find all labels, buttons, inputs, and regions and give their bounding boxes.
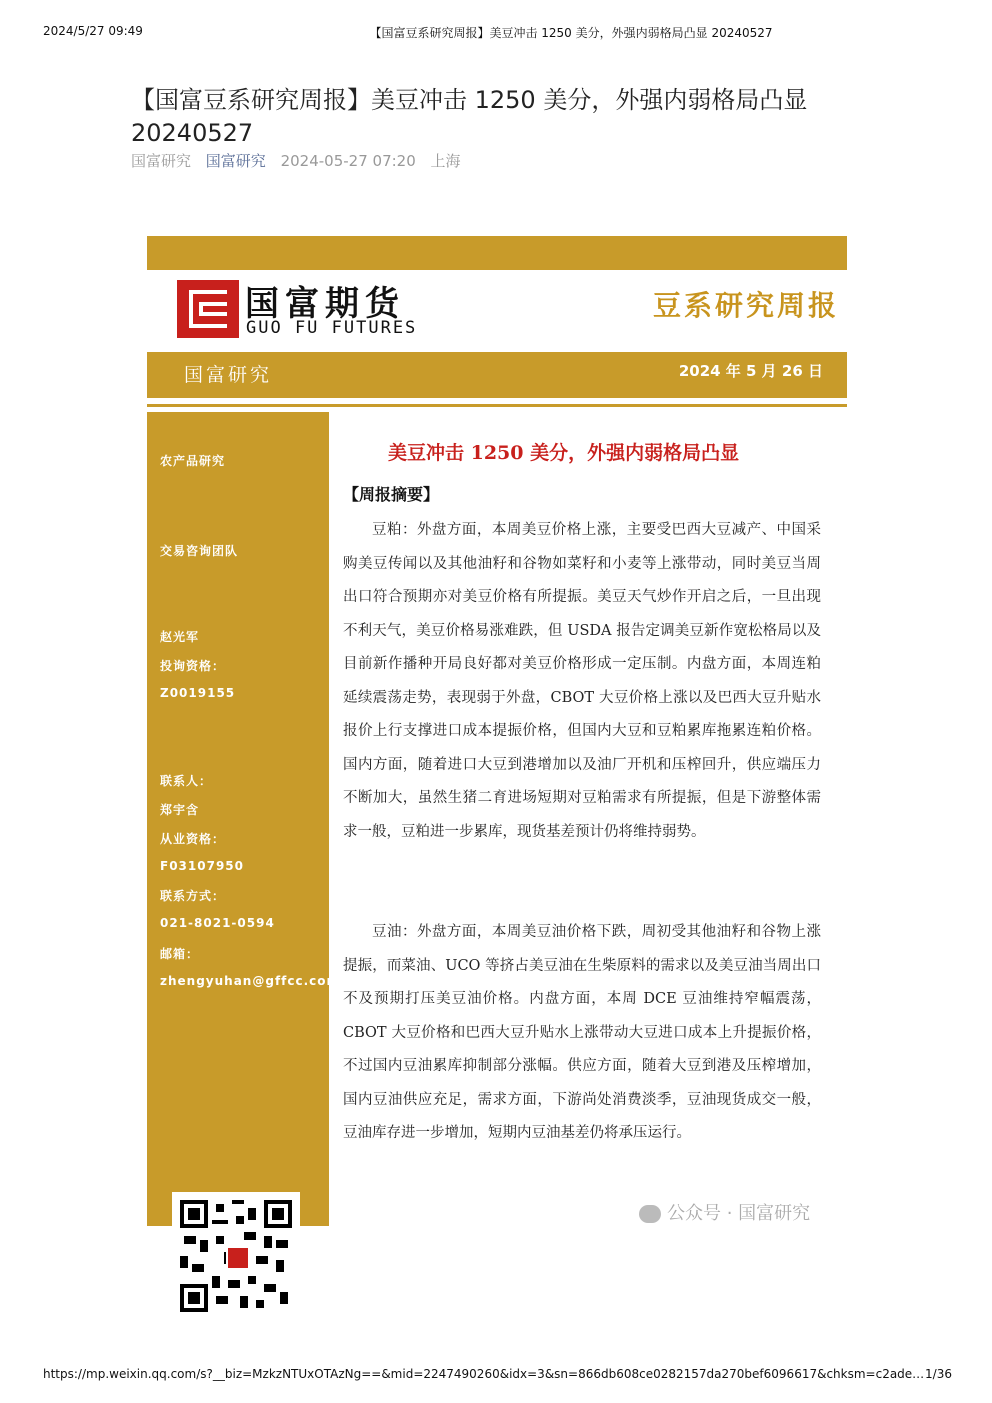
publish-date: 2024-05-27 07:20 (280, 152, 416, 170)
article-author: 国富研究 (131, 152, 192, 170)
print-datetime: 2024/5/27 09:49 (43, 24, 143, 38)
phone-number: 021-8021-0594 (160, 916, 275, 930)
article-title: 【国富豆系研究周报】美豆冲击 1250 美分，外强内弱格局凸显 20240527 (131, 86, 808, 148)
paragraph-soyoil: 豆油：外盘方面，本周美豆油价格下跌，周初受其他油籽和谷物上涨提振，而菜油、UCO 等挤占美豆油在生柴原料的需求以及美豆油当周出口不及预期打压美豆油价格。内盘方面，本周 DCE 豆油维持窄幅震荡，CBOT 大豆价格和巴西大豆升贴水上涨带动大豆进口成本上升提振价格，不过国内豆油累库抑制部分涨幅。供应方面，随着大豆到港及压榨增加，国内豆油供应充足，需求方面，下游尚处消费淡季，豆油现货成交一般，豆油库存进一步增加，短期内豆油基差仍将承压运行。 (343, 924, 821, 1141)
email-address: zhengyuhan@gffcc.com (160, 974, 341, 988)
report-image (147, 236, 847, 1226)
phone-label: 联系方式： (160, 889, 226, 903)
sidebar (147, 412, 341, 1226)
report-date: 2024 年 5 月 26 日 (678, 362, 823, 380)
email-label: 邮箱： (160, 947, 200, 961)
top-gold-bar (147, 236, 847, 270)
sidebar-team: 交易咨询团队 (160, 544, 239, 558)
account-link[interactable]: 国富研究 (205, 152, 266, 170)
license-number: F03107950 (160, 859, 244, 873)
contact-label: 联系人： (160, 774, 213, 788)
divider (147, 404, 847, 407)
print-title: 【国富豆系研究周报】美豆冲击 1250 美分，外强内弱格局凸显 20240527 (369, 26, 773, 40)
report-type: 豆系研究周报 (652, 289, 839, 322)
company-name-cn: 国富期货 (245, 284, 405, 324)
sidebar-dept: 农产品研究 (160, 454, 226, 468)
publish-location: 上海 (430, 152, 461, 170)
qr-code-icon (172, 1192, 300, 1320)
contact-name: 郑宇含 (160, 803, 200, 817)
analyst-cert: Z0019155 (160, 686, 236, 700)
company-logo-icon (177, 280, 239, 338)
watermark-text: 公众号 · 国富研究 (667, 1203, 811, 1224)
print-url: https://mp.weixin.qq.com/s?__biz=MzkzNTUxOTAzNg==&mid=2247490260&idx=3&sn=866db608ce0282157da270bef6096617&chksm=c2ade… (43, 1367, 925, 1381)
wechat-icon (639, 1205, 661, 1223)
report-headline: 美豆冲击 1250 美分，外强内弱格局凸显 (388, 442, 740, 464)
analyst-cert-label: 投询资格： (160, 659, 226, 673)
summary-heading: 【周报摘要】 (343, 485, 440, 504)
page-number: 1/36 (925, 1367, 952, 1381)
license-label: 从业资格： (160, 832, 226, 846)
paragraph-soymeal: 豆粕：外盘方面，本周美豆价格上涨，主要受巴西大豆减产、中国采购美豆传闻以及其他油籽和谷物如菜籽和小麦等上涨带动，同时美豆当周出口符合预期亦对美豆价格有所提振。美豆天气炒作开启之后，一旦出现不利天气，美豆价格易涨难跌，但 USDA 报告定调美豆新作宽松格局以及目前新作播种开局良好都对美豆价格形成一定压制。内盘方面，本周连粕延续震荡走势，表现弱于外盘，CBOT 大豆价格上涨以及巴西大豆升贴水报价上行支撑进口成本提振价格，但国内大豆和豆粕累库拖累连粕价格。国内方面，随着进口大豆到港增加以及油厂开机和压榨回升，供应端压力不断加大，虽然生猪二育进场短期对豆粕需求有所提振，但是下游整体需求一般，豆粕进一步累库，现货基差预计仍将维持弱势。 (343, 522, 821, 840)
article-meta (131, 150, 471, 171)
company-name-en: GUO FU FUTURES (246, 318, 418, 338)
analyst-name: 赵光军 (160, 630, 200, 644)
watermark (639, 1199, 810, 1225)
band-label: 国富研究 (184, 364, 273, 386)
